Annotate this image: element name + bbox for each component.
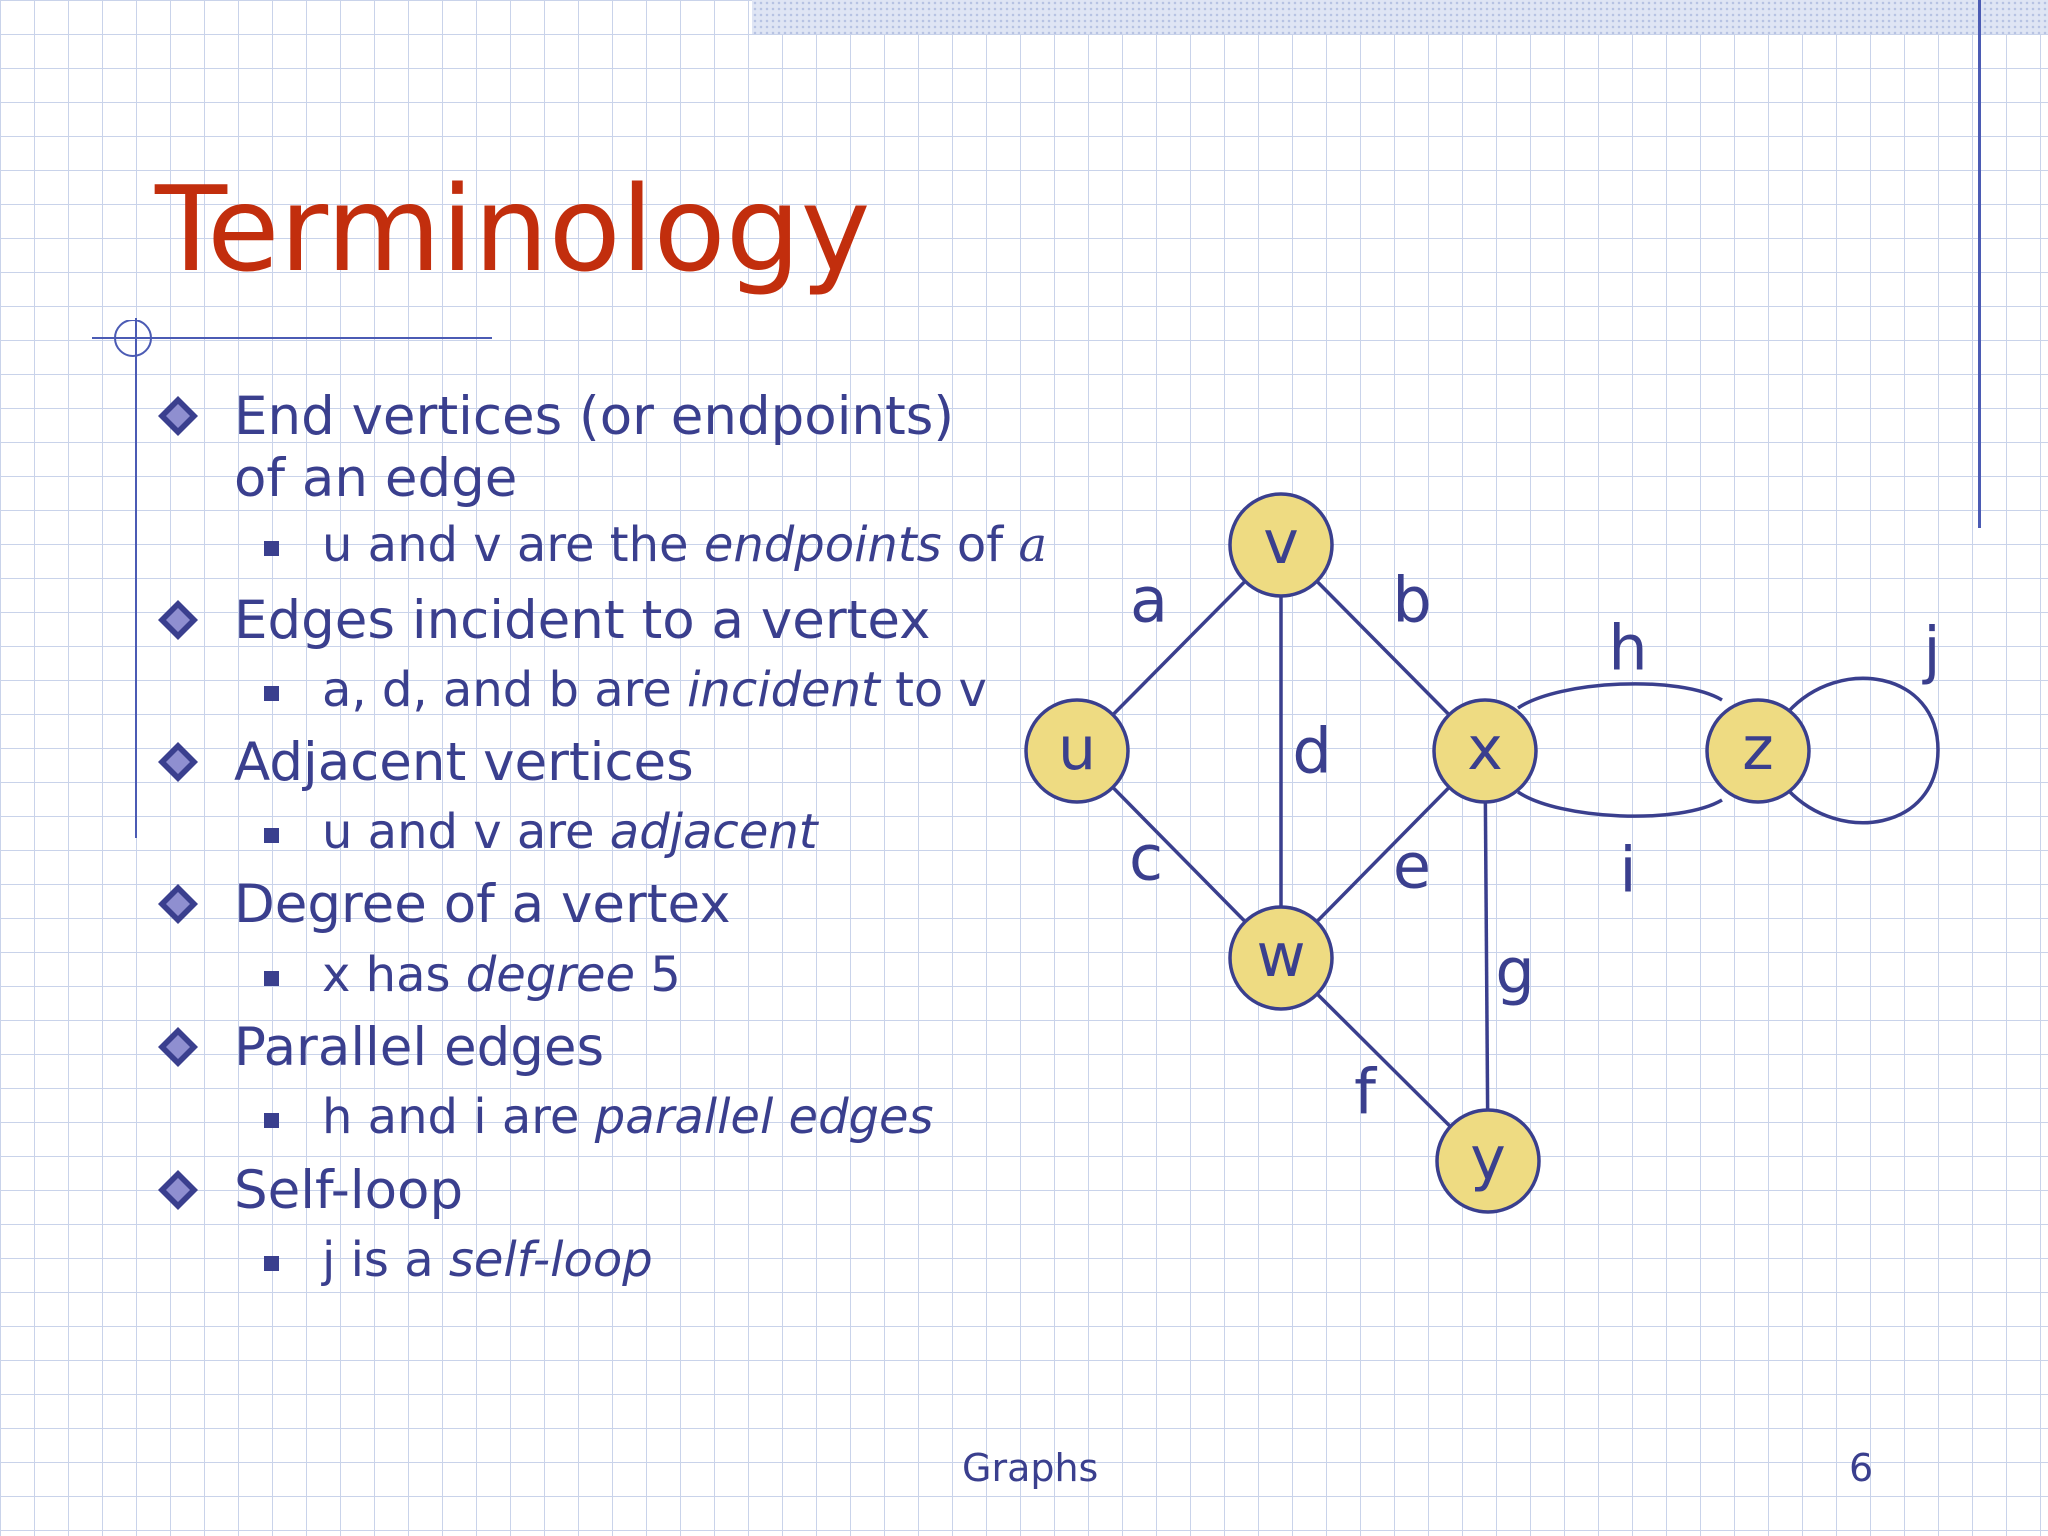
sub-bullet-text-end: to v <box>879 662 987 718</box>
sub-bullet-emphasis: self-loop <box>448 1232 653 1288</box>
footer-title: Graphs <box>962 1446 1099 1490</box>
bullet-text: Parallel edges <box>234 1017 605 1078</box>
bullet-text: Adjacent vertices <box>234 732 694 793</box>
edge-i <box>1518 792 1722 816</box>
bullet-text: Degree of a vertex <box>234 874 731 935</box>
sub-bullet-emphasis: parallel edges <box>594 1089 934 1145</box>
vertex-label-x: x <box>1467 714 1503 784</box>
sub-bullet-text: u and v are the <box>322 517 704 573</box>
sub-bullet-emphasis: incident <box>687 662 880 718</box>
sub-bullet-emphasis: degree <box>465 947 636 1003</box>
edge-label-a: a <box>1130 563 1168 637</box>
bullet-text: Edges incident to a vertex <box>234 590 931 651</box>
edge-label-h: h <box>1608 611 1648 685</box>
sub-bullet-text-end: 5 <box>635 947 681 1003</box>
sub-bullet-text: u and v are <box>322 804 610 860</box>
sub-bullet-text: j is a <box>322 1232 449 1288</box>
vertex-label-z: z <box>1742 714 1774 784</box>
sub-bullet-emphasis: endpoints <box>703 517 942 573</box>
sub-bullet-text: x has <box>322 947 466 1003</box>
vertex-label-y: y <box>1470 1124 1506 1194</box>
sub-bullet-emphasis: adjacent <box>609 804 818 860</box>
edge-h <box>1518 684 1722 708</box>
edge-label-e: e <box>1392 829 1432 903</box>
edge-label-g: g <box>1495 934 1535 1008</box>
vertex-label-u: u <box>1057 714 1097 784</box>
bullet-text: Self-loop <box>234 1160 464 1221</box>
slide-title: Terminology <box>155 160 871 298</box>
edge-g <box>1485 751 1488 1161</box>
edge-label-f: f <box>1354 1055 1376 1129</box>
vertex-label-v: v <box>1263 508 1299 578</box>
edge-label-b: b <box>1392 563 1432 637</box>
edge-label-j: j <box>1923 613 1941 687</box>
edge-label-d: d <box>1292 714 1332 788</box>
sub-bullet-text-end: of <box>941 517 1019 573</box>
edge-label-i: i <box>1619 833 1637 907</box>
edge-label-c: c <box>1128 821 1164 895</box>
bullet-text: End vertices (or endpoints) of an edge <box>234 386 955 509</box>
sub-bullet-text: a, d, and b are <box>322 662 688 718</box>
math-symbol: a <box>1018 517 1048 573</box>
sub-bullet-text: h and i are <box>322 1089 595 1145</box>
page-number: 6 <box>1849 1446 1874 1490</box>
vertex-label-w: w <box>1256 921 1306 991</box>
